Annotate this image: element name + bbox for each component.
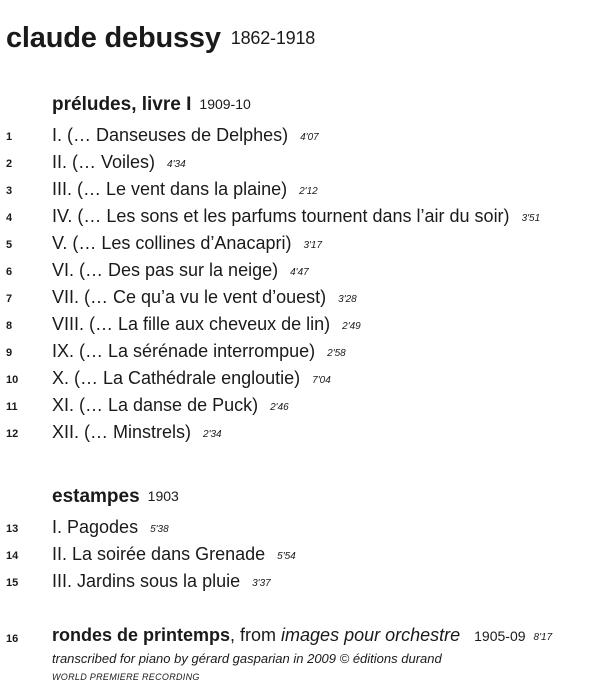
section-title-preludes: [52, 94, 251, 116]
track-duration: 2'49: [342, 321, 361, 332]
track-number: 6: [6, 266, 13, 278]
transcription-note: transcribed for piano by gérard gasparian in 2009 © éditions durand: [52, 651, 442, 666]
track-title: IV. (… Les sons et les parfums tournent dans l’air du soir): [52, 206, 510, 226]
track-title: rondes de printemps: [52, 625, 231, 645]
composer-years: 1862-1918: [230, 28, 316, 48]
track-duration: 2'46: [270, 402, 289, 413]
track-duration: 3'17: [303, 240, 323, 251]
section-name: estampes: [52, 486, 140, 507]
track-duration: 5'38: [150, 524, 169, 535]
composer-heading: [6, 22, 315, 55]
track-title: VII. (… Ce qu’a vu le vent d’ouest): [52, 287, 327, 307]
track-number: 9: [6, 347, 13, 359]
track-title: I. Pagodes: [52, 517, 139, 537]
section-years: 1903: [147, 488, 179, 504]
track-title: I. (… Danseuses de Delphes): [52, 125, 289, 145]
track-duration: 7'04: [312, 375, 331, 386]
track-years: 1905-09: [474, 628, 526, 644]
track-number: 4: [6, 212, 13, 224]
section-years: 1909-10: [199, 96, 251, 112]
track-title: III. Jardins sous la pluie: [52, 571, 241, 591]
track-duration: 2'12: [299, 186, 318, 197]
track-number: 16: [6, 633, 19, 645]
track-duration: 4'47: [290, 267, 309, 278]
composer-name: claude debussy: [6, 22, 221, 54]
track-title: VI. (… Des pas sur la neige): [52, 260, 279, 280]
source-work: images pour orchestre: [281, 625, 461, 645]
track-duration: 5'54: [277, 551, 296, 562]
track-number: 10: [6, 374, 19, 386]
track-number: 12: [6, 428, 19, 440]
track-title: X. (… La Cathédrale engloutie): [52, 368, 301, 388]
track-title: V. (… Les collines d’Anacapri): [52, 233, 292, 253]
track-number: 1: [6, 131, 13, 143]
track-number: 5: [6, 239, 13, 251]
track-title: XI. (… La danse de Puck): [52, 395, 259, 415]
section-title-estampes: [52, 486, 179, 508]
track-duration: 3'37: [252, 578, 271, 589]
track-duration: 3'28: [338, 294, 357, 305]
track-number: 7: [6, 293, 13, 305]
track-number: 2: [6, 158, 13, 170]
section-name: préludes, livre I: [52, 94, 192, 115]
track-title: II. La soirée dans Grenade: [52, 544, 266, 564]
track-title: IX. (… La sérénade interrompue): [52, 341, 316, 361]
track-title: VIII. (… La fille aux cheveux de lin): [52, 314, 331, 334]
track-title: XII. (… Minstrels): [52, 422, 192, 442]
track-number: 11: [6, 401, 18, 413]
track-duration: 2'34: [203, 429, 222, 440]
recording-note: WORLD PREMIERE RECORDING: [52, 672, 200, 682]
track-number: 15: [6, 577, 19, 589]
track-duration: 3'51: [521, 213, 541, 224]
track-number: 8: [6, 320, 13, 332]
track-number: 14: [6, 550, 19, 562]
track-number: 3: [6, 185, 13, 197]
track-duration: 4'07: [300, 132, 319, 143]
track-duration: 4'34: [167, 159, 186, 170]
track-title: III. (… Le vent dans la plaine): [52, 179, 288, 199]
track-duration: 8'17: [533, 632, 553, 643]
from-text: , from: [230, 625, 282, 645]
track-number: 13: [6, 523, 19, 535]
track-duration: 2'58: [327, 348, 346, 359]
track-title: II. (… Voiles): [52, 152, 156, 172]
